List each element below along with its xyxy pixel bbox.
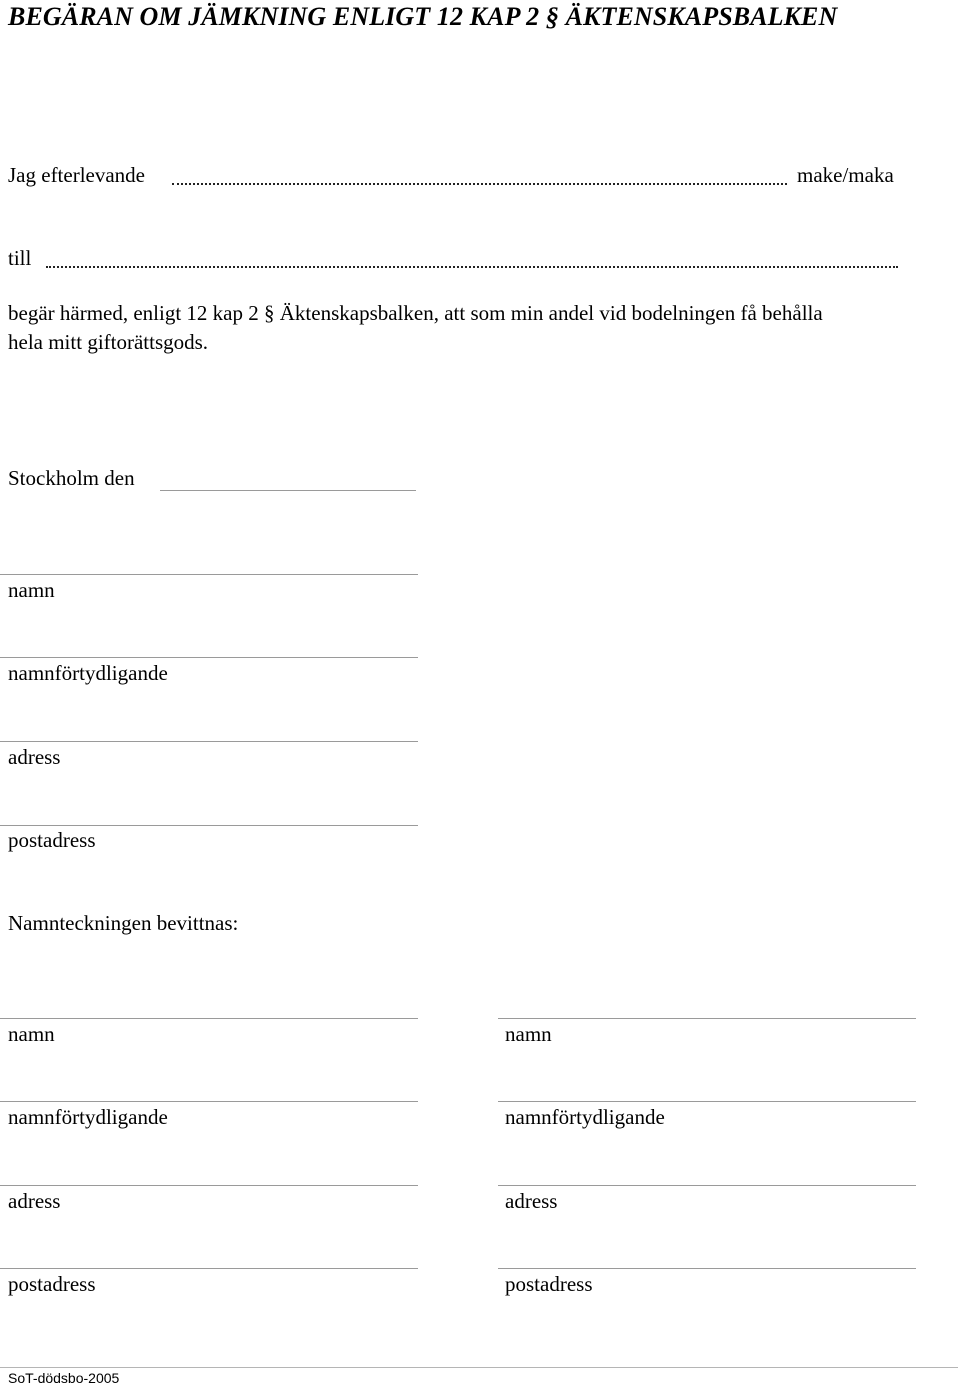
request-text-line1: begär härmed, enligt 12 kap 2 § Äktenskapsbalken, att som min andel vid bodelningen få behålla xyxy=(8,301,823,325)
witness1-name-field[interactable] xyxy=(0,1018,418,1019)
request-text-line2: hela mitt giftorättsgods. xyxy=(8,330,209,354)
spouse-type-label: make/maka xyxy=(797,163,894,187)
witness2-clarification-field[interactable] xyxy=(498,1101,916,1102)
witness1-postal-label: postadress xyxy=(8,1272,96,1296)
witness2-postal-field[interactable] xyxy=(498,1268,916,1269)
signer-postal-label: postadress xyxy=(8,828,96,852)
witness1-clarification-field[interactable] xyxy=(0,1101,418,1102)
signer-clarification-label: namnförtydligande xyxy=(8,661,168,685)
witness-heading: Namnteckningen bevittnas: xyxy=(8,911,239,935)
witness2-name-label: namn xyxy=(505,1022,552,1046)
footer-form-code: SoT-dödsbo-2005 xyxy=(8,1370,120,1386)
signer-address-field[interactable] xyxy=(0,741,418,742)
witness1-address-field[interactable] xyxy=(0,1185,418,1186)
witness1-clarification-label: namnförtydligande xyxy=(8,1105,168,1129)
place-date-label: Stockholm den xyxy=(8,466,135,490)
deceased-name-field[interactable] xyxy=(46,266,898,268)
signer-address-label: adress xyxy=(8,745,61,769)
document-title: BEGÄRAN OM JÄMKNING ENLIGT 12 KAP 2 § ÄKTENSKAPSBALKEN xyxy=(8,2,838,31)
date-field[interactable] xyxy=(160,490,416,491)
witness1-postal-field[interactable] xyxy=(0,1268,418,1269)
surviving-spouse-label: Jag efterlevande xyxy=(8,163,146,187)
footer-divider xyxy=(0,1367,958,1368)
witness2-name-field[interactable] xyxy=(498,1018,916,1019)
surviving-spouse-field[interactable] xyxy=(172,183,787,185)
witness2-clarification-label: namnförtydligande xyxy=(505,1105,665,1129)
witness2-address-label: adress xyxy=(505,1189,558,1213)
witness1-name-label: namn xyxy=(8,1022,55,1046)
witness2-postal-label: postadress xyxy=(505,1272,593,1296)
signer-name-label: namn xyxy=(8,578,55,602)
signer-clarification-field[interactable] xyxy=(0,657,418,658)
witness1-address-label: adress xyxy=(8,1189,61,1213)
signer-postal-field[interactable] xyxy=(0,825,418,826)
surviving-spouse-line xyxy=(8,163,145,187)
witness2-address-field[interactable] xyxy=(498,1185,916,1186)
deceased-label: till xyxy=(8,246,32,270)
signer-name-field[interactable] xyxy=(0,574,418,575)
